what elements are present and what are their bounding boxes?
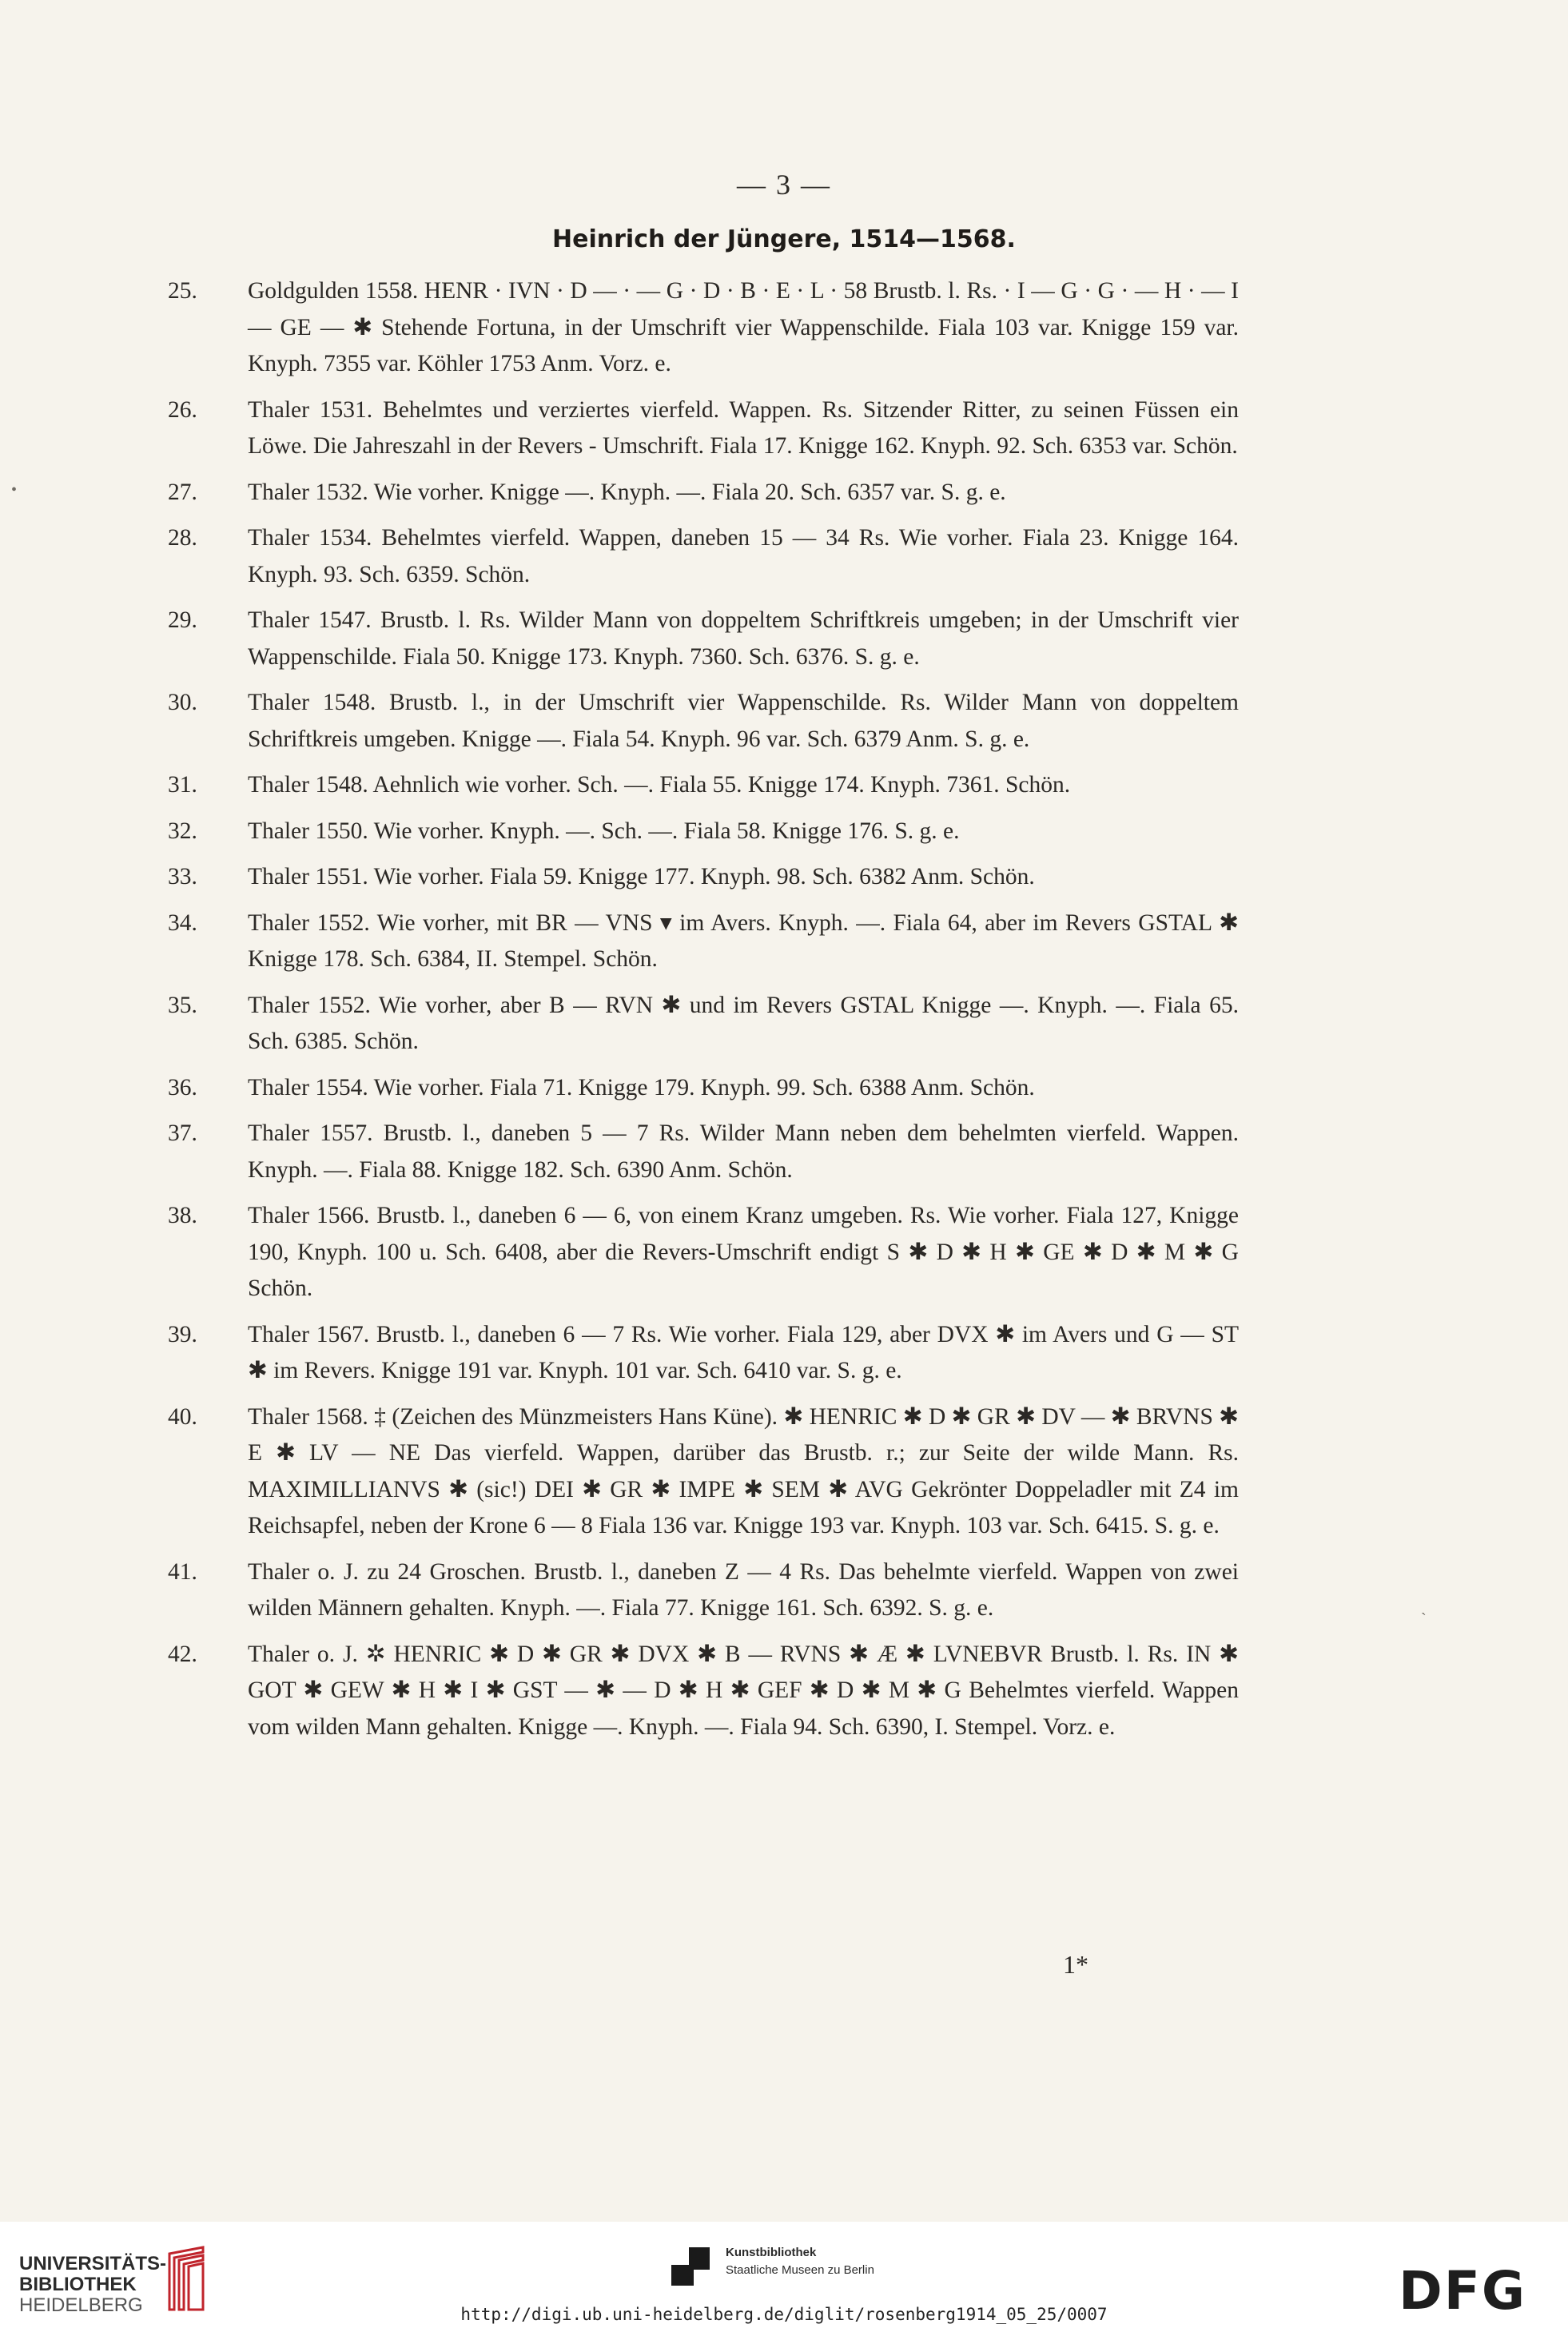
- entry-text: Thaler 1534. Behelmtes vierfeld. Wappen, daneben 15 — 34 Rs. Wie vorher. Fiala 23. Knigge 164. Knyph. 93. Sch. 6359. Schön.: [248, 525, 1239, 587]
- catalogue-entry: [168, 767, 1239, 804]
- entry-text: Thaler 1554. Wie vorher. Fiala 71. Knigge 179. Knyph. 99. Sch. 6388 Anm. Schön.: [248, 1074, 1035, 1100]
- entry-number: 36.: [168, 1074, 197, 1100]
- entry-text: Thaler 1566. Brustb. l., daneben 6 — 6, von einem Kranz umgeben. Rs. Wie vorher. Fiala 127, Knigge 190, Knyph. 100 u. Sch. 6408, aber die Revers-Umschrift endigt S ✱ D ✱ H ✱ GE ✱ D ✱ M ✱ G Schön.: [248, 1203, 1239, 1301]
- entry-number: 32.: [168, 818, 197, 844]
- logo-line: HEIDELBERG: [19, 2294, 143, 2316]
- kunstbibliothek-label[interactable]: [726, 2244, 874, 2279]
- entry-text: Thaler 1532. Wie vorher. Knigge —. Knyph. —. Fiala 20. Sch. 6357 var. S. g. e.: [248, 479, 1006, 505]
- entry-number: 40.: [168, 1403, 197, 1430]
- entry-text: Thaler 1567. Brustb. l., daneben 6 — 7 Rs. Wie vorher. Fiala 129, aber DVX ✱ im Avers und G — ST ✱ im Revers. Knigge 191 var. Knyph. 101 var. Sch. 6410 var. S. g. e.: [248, 1321, 1239, 1383]
- entry-text: Thaler o. J. ✲ HENRIC ✱ D ✱ GR ✱ DVX ✱ B — RVNS ✱ Æ ✱ LVNEBVR Brustb. l. Rs. IN ✱ GOT ✱ GEW ✱ H ✱ I ✱ GST — ✱ — D ✱ H ✱ GEF ✱ D ✱ M ✱ G Behelmtes vierfeld. Wappen vom wilden Mann gehalten. Knigge —. Knyph. —. Fiala 94. Sch. 6390, I. Stempel. Vorz. e.: [248, 1641, 1239, 1740]
- entry-text: Thaler 1551. Wie vorher. Fiala 59. Knigge 177. Knyph. 98. Sch. 6382 Anm. Schön.: [248, 864, 1035, 889]
- entry-text: Goldgulden 1558. HENR · IVN · D — · — G · D · B · E · L · 58 Brustb. l. Rs. · I — G · G · — H · — I — GE — ✱ Stehende Fortuna, in der Umschrift vier Wappenschilde. Fiala 103 var. Knigge 159 var. Knyph. 7355 var. Köhler 1753 Anm. Vorz. e.: [248, 278, 1239, 376]
- entry-number: 42.: [168, 1641, 197, 1667]
- entry-number: 41.: [168, 1558, 197, 1585]
- entry-number: 31.: [168, 772, 197, 798]
- margin-speck: •: [11, 481, 18, 499]
- page-number: — 3 —: [737, 169, 831, 201]
- margin-speck: ˴: [1421, 1603, 1427, 1621]
- catalogue-entry: [168, 859, 1239, 896]
- entry-text: Thaler 1552. Wie vorher, aber B — RVN ✱ und im Revers GSTAL Knigge —. Knyph. —. Fiala 65. Sch. 6385. Schön.: [248, 992, 1239, 1054]
- entry-number: 34.: [168, 909, 197, 936]
- entry-number: 39.: [168, 1321, 197, 1347]
- signature-mark: 1*: [1063, 1950, 1088, 1979]
- entry-text: Thaler o. J. zu 24 Groschen. Brustb. l., daneben Z — 4 Rs. Das behelmte vierfeld. Wappen von zwei wilden Männern gehalten. Knyph. —. Fiala 77. Knigge 161. Sch. 6392. S. g. e.: [248, 1558, 1239, 1621]
- catalogue-entry: [168, 273, 1239, 383]
- entry-text: Thaler 1557. Brustb. l., daneben 5 — 7 Rs. Wilder Mann neben dem behelmten vierfeld. Wappen. Knyph. —. Fiala 88. Knigge 182. Sch. 6390 Anm. Schön.: [248, 1120, 1239, 1183]
- permalink-url[interactable]: http://digi.ub.uni-heidelberg.de/diglit/rosenberg1914_05_25/0007: [460, 2305, 1108, 2324]
- catalogue-entry: [168, 1116, 1239, 1188]
- logo-line: UNIVERSITÄTS-: [19, 2253, 167, 2274]
- entry-text: Thaler 1547. Brustb. l. Rs. Wilder Mann von doppeltem Schriftkreis umgeben; in der Umschrift vier Wappenschilde. Fiala 50. Knigge 173. Knyph. 7360. Sch. 6376. S. g. e.: [248, 607, 1239, 670]
- entry-number: 35.: [168, 992, 197, 1018]
- entry-number: 26.: [168, 396, 197, 423]
- entry-number: 37.: [168, 1120, 197, 1146]
- section-title: Heinrich der Jüngere, 1514—1568.: [552, 225, 1016, 253]
- viewer-footer: [0, 2222, 1568, 2332]
- entry-text: Thaler 1550. Wie vorher. Knyph. —. Sch. —. Fiala 58. Knigge 176. S. g. e.: [248, 818, 960, 844]
- catalogue-entry: [168, 1198, 1239, 1307]
- entry-text: Thaler 1552. Wie vorher, mit BR — VNS ▾ im Avers. Knyph. —. Fiala 64, aber im Revers GSTAL ✱ Knigge 178. Sch. 6384, II. Stempel. Schön.: [248, 909, 1239, 972]
- catalogue-entry: [168, 392, 1239, 465]
- kunstbibliothek-name: Kunstbibliothek: [726, 2246, 817, 2259]
- entry-number: 29.: [168, 607, 197, 633]
- entry-number: 27.: [168, 479, 197, 505]
- catalogue-entry: [168, 814, 1239, 850]
- entry-number: 38.: [168, 1203, 197, 1228]
- entry-text: Thaler 1548. Aehnlich wie vorher. Sch. —. Fiala 55. Knigge 174. Knyph. 7361. Schön.: [248, 772, 1071, 798]
- catalogue-entry: [168, 905, 1239, 978]
- catalogue-entry: [168, 685, 1239, 758]
- university-library-mark-icon: [160, 2246, 209, 2313]
- catalogue-entry: [168, 1399, 1239, 1545]
- catalogue-entry: [168, 520, 1239, 593]
- catalogue-entry: [168, 1554, 1239, 1627]
- catalogue-entry: [168, 603, 1239, 675]
- catalogue-entry: [168, 1317, 1239, 1390]
- catalogue-entries: [168, 273, 1239, 1755]
- catalogue-entry: [168, 1637, 1239, 1746]
- entry-number: 30.: [168, 690, 197, 715]
- entry-text: Thaler 1568. ‡ (Zeichen des Münzmeisters Hans Küne). ✱ HENRIC ✱ D ✱ GR ✱ DV — ✱ BRVNS ✱ E ✱ LV — NE Das vierfeld. Wappen, darüber das Brustb. r.; zur Seite der wilde Mann. Rs. MAXIMILLIANVS ✱ (sic!) DEI ✱ GR ✱ IMPE ✱ SEM ✱ AVG Gekrönter Doppeladler mit Z4 im Reichsapfel, neben der Krone 6 — 8 Fiala 136 var. Knigge 193 var. Knyph. 103 var. Sch. 6415. S. g. e.: [248, 1403, 1239, 1538]
- kunstbibliothek-logo-icon: [670, 2246, 711, 2287]
- entry-text: Thaler 1548. Brustb. l., in der Umschrift vier Wappenschilde. Rs. Wilder Mann von doppeltem Schriftkreis umgeben. Knigge —. Fiala 54. Knyph. 96 var. Sch. 6379 Anm. S. g. e.: [248, 690, 1239, 752]
- catalogue-entry: [168, 1070, 1239, 1107]
- entry-number: 28.: [168, 525, 197, 551]
- entry-number: 25.: [168, 278, 197, 304]
- logo-line: BIBLIOTHEK: [19, 2274, 137, 2295]
- catalogue-entry: [168, 475, 1239, 511]
- entry-text: Thaler 1531. Behelmtes und verziertes vierfeld. Wappen. Rs. Sitzender Ritter, zu seinen Füssen ein Löwe. Die Jahreszahl in der Revers - Umschrift. Fiala 17. Knigge 162. Knyph. 92. Sch. 6353 var. Schön.: [248, 396, 1239, 459]
- kunstbibliothek-subtitle: Staatliche Museen zu Berlin: [726, 2263, 874, 2277]
- catalogue-entry: [168, 988, 1239, 1061]
- entry-number: 33.: [168, 864, 197, 889]
- dfg-logo[interactable]: DFG: [1399, 2260, 1527, 2322]
